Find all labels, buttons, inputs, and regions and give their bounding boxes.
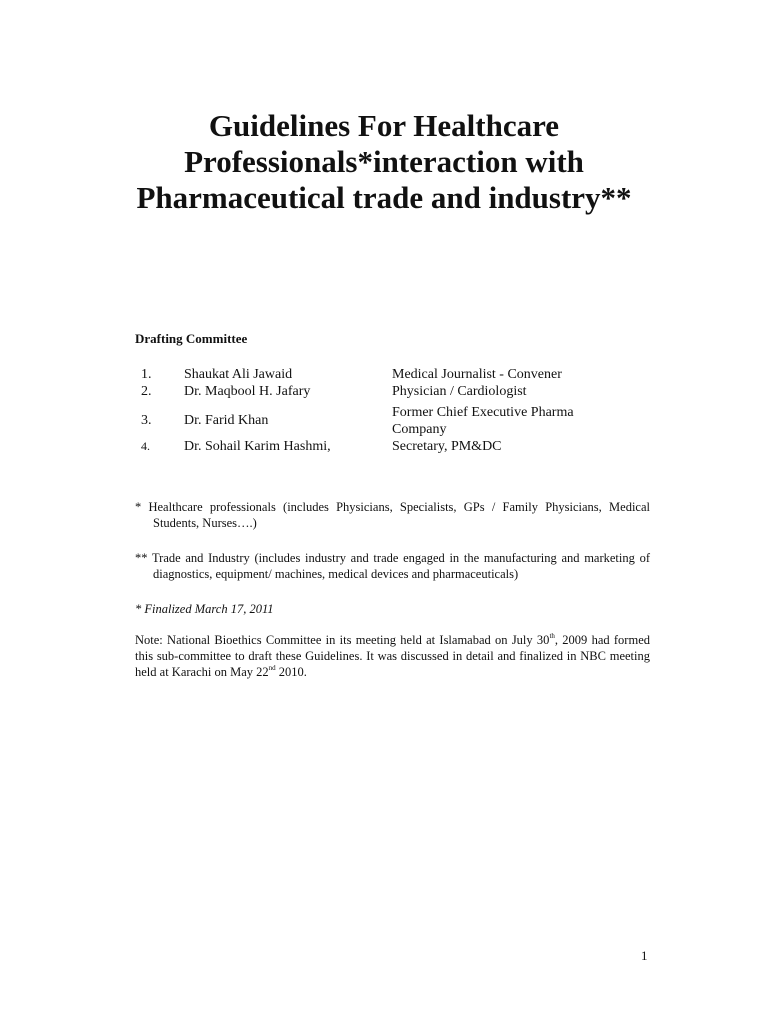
member-number: 4. bbox=[141, 439, 150, 453]
bioethics-note bbox=[135, 632, 650, 680]
committee-member bbox=[135, 438, 655, 455]
page-number: 1 bbox=[641, 948, 648, 963]
member-role: Former Chief Executive Pharma Company bbox=[392, 405, 574, 437]
committee-member-list bbox=[135, 366, 655, 455]
member-name: Dr. Farid Khan bbox=[184, 413, 269, 428]
footnote-trade-industry bbox=[135, 550, 650, 582]
title-line-2: Professionals*interaction with bbox=[184, 144, 584, 179]
member-role: Secretary, PM&DC bbox=[392, 439, 502, 454]
finalized-date: * Finalized March 17, 2011 bbox=[135, 602, 274, 616]
document-title bbox=[100, 108, 668, 216]
member-number: 1. bbox=[141, 367, 152, 382]
member-name: Dr. Sohail Karim Hashmi, bbox=[184, 439, 331, 454]
title-line-1: Guidelines For Healthcare bbox=[208, 108, 560, 143]
member-name: Shaukat Ali Jawaid bbox=[184, 367, 293, 382]
footnote-healthcare-professionals bbox=[135, 499, 650, 531]
member-role: Medical Journalist - Convener bbox=[392, 367, 562, 382]
member-number: 2. bbox=[141, 384, 152, 399]
note-text-3: 2010. bbox=[275, 665, 307, 679]
title-line-3: Pharmaceutical trade and industry** bbox=[136, 180, 632, 215]
drafting-committee-heading: Drafting Committee bbox=[135, 331, 248, 346]
member-name: Dr. Maqbool H. Jafary bbox=[184, 384, 311, 399]
committee-member bbox=[135, 403, 655, 438]
note-superscript-1: th bbox=[549, 632, 555, 640]
member-role: Physician / Cardiologist bbox=[392, 384, 527, 399]
note-text-2: , 2009 had formed this sub-committee to draft these Guidelines. It was discussed in detail and finalized in NBC meeting held at Karachi on May 22 bbox=[135, 633, 650, 679]
member-number: 3. bbox=[141, 413, 152, 428]
footnote-text: * Healthcare professionals (includes Physicians, Specialists, GPs / Family Physicians, Medical Students, Nurses….) bbox=[135, 500, 650, 530]
committee-member bbox=[135, 383, 655, 403]
committee-member bbox=[135, 366, 655, 383]
footnote-text: ** Trade and Industry (includes industry and trade engaged in the manufacturing and marketing of diagnostics, equipment/ machines, medical devices and pharmaceuticals) bbox=[135, 551, 650, 581]
note-superscript-2: nd bbox=[268, 664, 276, 672]
note-text-1: Note: National Bioethics Committee in its meeting held at Islamabad on July 30 bbox=[135, 633, 550, 647]
